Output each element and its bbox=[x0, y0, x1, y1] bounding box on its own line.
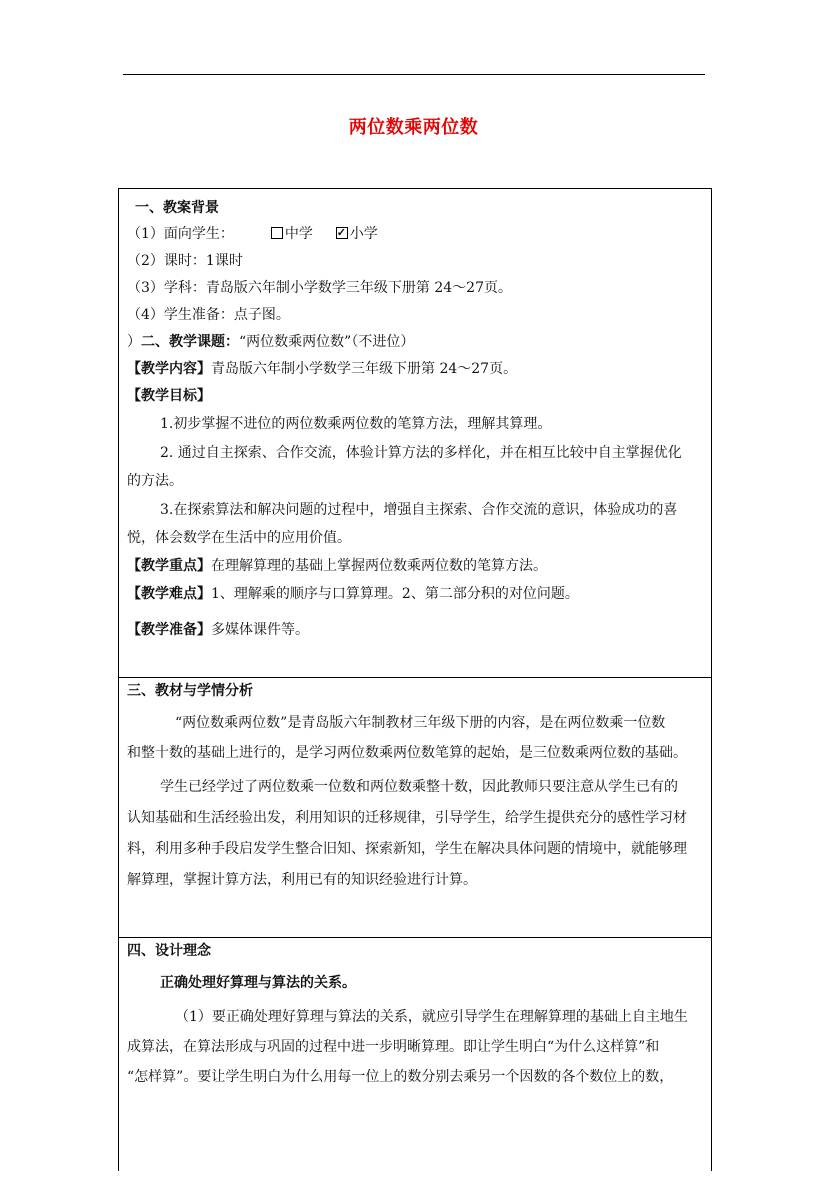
section-background-cell bbox=[119, 189, 711, 678]
content-label: 【教学内容】 bbox=[127, 361, 211, 377]
difficulty-value: 1、理解乘的顺序与口算算理。2、第二部分积的对位问题。 bbox=[211, 586, 579, 602]
materials-line bbox=[127, 621, 309, 639]
materials-label: 【教学准备】 bbox=[127, 622, 211, 638]
document-title: 两位数乘两位数 bbox=[348, 117, 479, 138]
topic-prefix: ） bbox=[127, 334, 141, 350]
audience-row bbox=[127, 225, 378, 243]
section-analysis-cell bbox=[119, 678, 711, 938]
goal-2-line-1: 2. 通过自主探索、合作交流，体验计算方法的多样化，并在相互比较中自主掌握优化 bbox=[160, 445, 682, 461]
section-heading: 四、设计理念 bbox=[127, 943, 211, 959]
key-point-value: 在理解算理的基础上掌握两位数乘两位数的笔算方法。 bbox=[211, 558, 547, 574]
difficulty-label: 【教学难点】 bbox=[127, 586, 211, 602]
analysis-p2-line-4: 解算理，掌握计算方法，利用已有的知识经验进行计算。 bbox=[127, 872, 477, 888]
key-point-label: 【教学重点】 bbox=[127, 558, 211, 574]
content-line bbox=[127, 360, 517, 378]
subject-line: （3）学科：青岛版六年制小学数学三年级下册第 24～27页。 bbox=[127, 280, 512, 296]
analysis-p1-line-1: “两位数乘两位数”是青岛版六年制教材三年级下册的内容，是在两位数乘一位数 bbox=[175, 715, 666, 731]
lesson-plan-table bbox=[118, 188, 712, 1171]
option-primary-label: 小学 bbox=[349, 226, 378, 242]
materials-value: 多媒体课件等。 bbox=[211, 622, 309, 638]
analysis-p2-line-2: 认知基础和生活经验出发，利用知识的迁移规律，引导学生，给学生提供充分的感性学习材 bbox=[127, 810, 687, 826]
goal-3-line-1: 3.在探索算法和解决问题的过程中，增强自主探索、合作交流的意识，体验成功的喜 bbox=[160, 502, 678, 518]
section-design-cell bbox=[119, 938, 711, 1178]
topic-heading: 二、教学课题： bbox=[141, 334, 239, 350]
topic-value: “两位数乘两位数”（不进位） bbox=[239, 334, 415, 350]
goals-label: 【教学目标】 bbox=[127, 388, 211, 404]
option-middle-label: 中学 bbox=[284, 226, 313, 242]
goal-2-line-2: 的方法。 bbox=[127, 473, 183, 489]
analysis-p2-line-1: 学生已经学过了两位数乘一位数和两位数乘整十数，因此教师只要注意从学生已有的 bbox=[160, 779, 678, 795]
design-p1-line-3: “怎样算”。要让学生明白为什么用每一位上的数分别去乘另一个因数的各个数位上的数， bbox=[127, 1069, 674, 1085]
content-value: 青岛版六年制小学数学三年级下册第 24～27页。 bbox=[211, 361, 518, 377]
periods-line: （2）课时：1课时 bbox=[127, 253, 243, 269]
analysis-p1-line-2: 和整十数的基础上进行的，是学习两位数乘两位数笔算的起始，是三位数乘两位数的基础。 bbox=[127, 745, 687, 761]
header-rule bbox=[123, 74, 705, 75]
design-p1-line-2: 成算法，在算法形成与巩固的过程中进一步明晰算理。即让学生明白“为什么这样算”和 bbox=[127, 1039, 660, 1055]
student-prep-line: （4）学生准备：点子图。 bbox=[127, 307, 290, 323]
checkbox-middle-school[interactable] bbox=[271, 227, 283, 239]
goal-1: 1.初步掌握不进位的两位数乘两位数的笔算方法，理解其算理。 bbox=[160, 416, 552, 432]
design-subheading: 正确处理好算理与算法的关系。 bbox=[160, 975, 356, 991]
section-heading: 三、教材与学情分析 bbox=[127, 683, 253, 699]
goal-3-line-2: 悦，体会数学在生活中的应用价值。 bbox=[127, 530, 351, 546]
section-heading: 一、教案背景 bbox=[135, 200, 219, 216]
analysis-p2-line-3: 料，利用多种手段启发学生整合旧知、探索新知，学生在解决具体问题的情境中，就能够理 bbox=[127, 841, 687, 857]
key-point-line bbox=[127, 557, 547, 575]
checkbox-primary-school[interactable] bbox=[336, 227, 348, 239]
audience-label: （1）面向学生： bbox=[127, 226, 234, 242]
difficulty-line bbox=[127, 585, 579, 603]
design-p1-line-1: （1）要正确处理好算理与算法的关系，就应引导学生在理解算理的基础上自主地生 bbox=[175, 1009, 688, 1025]
topic-line bbox=[127, 333, 414, 351]
